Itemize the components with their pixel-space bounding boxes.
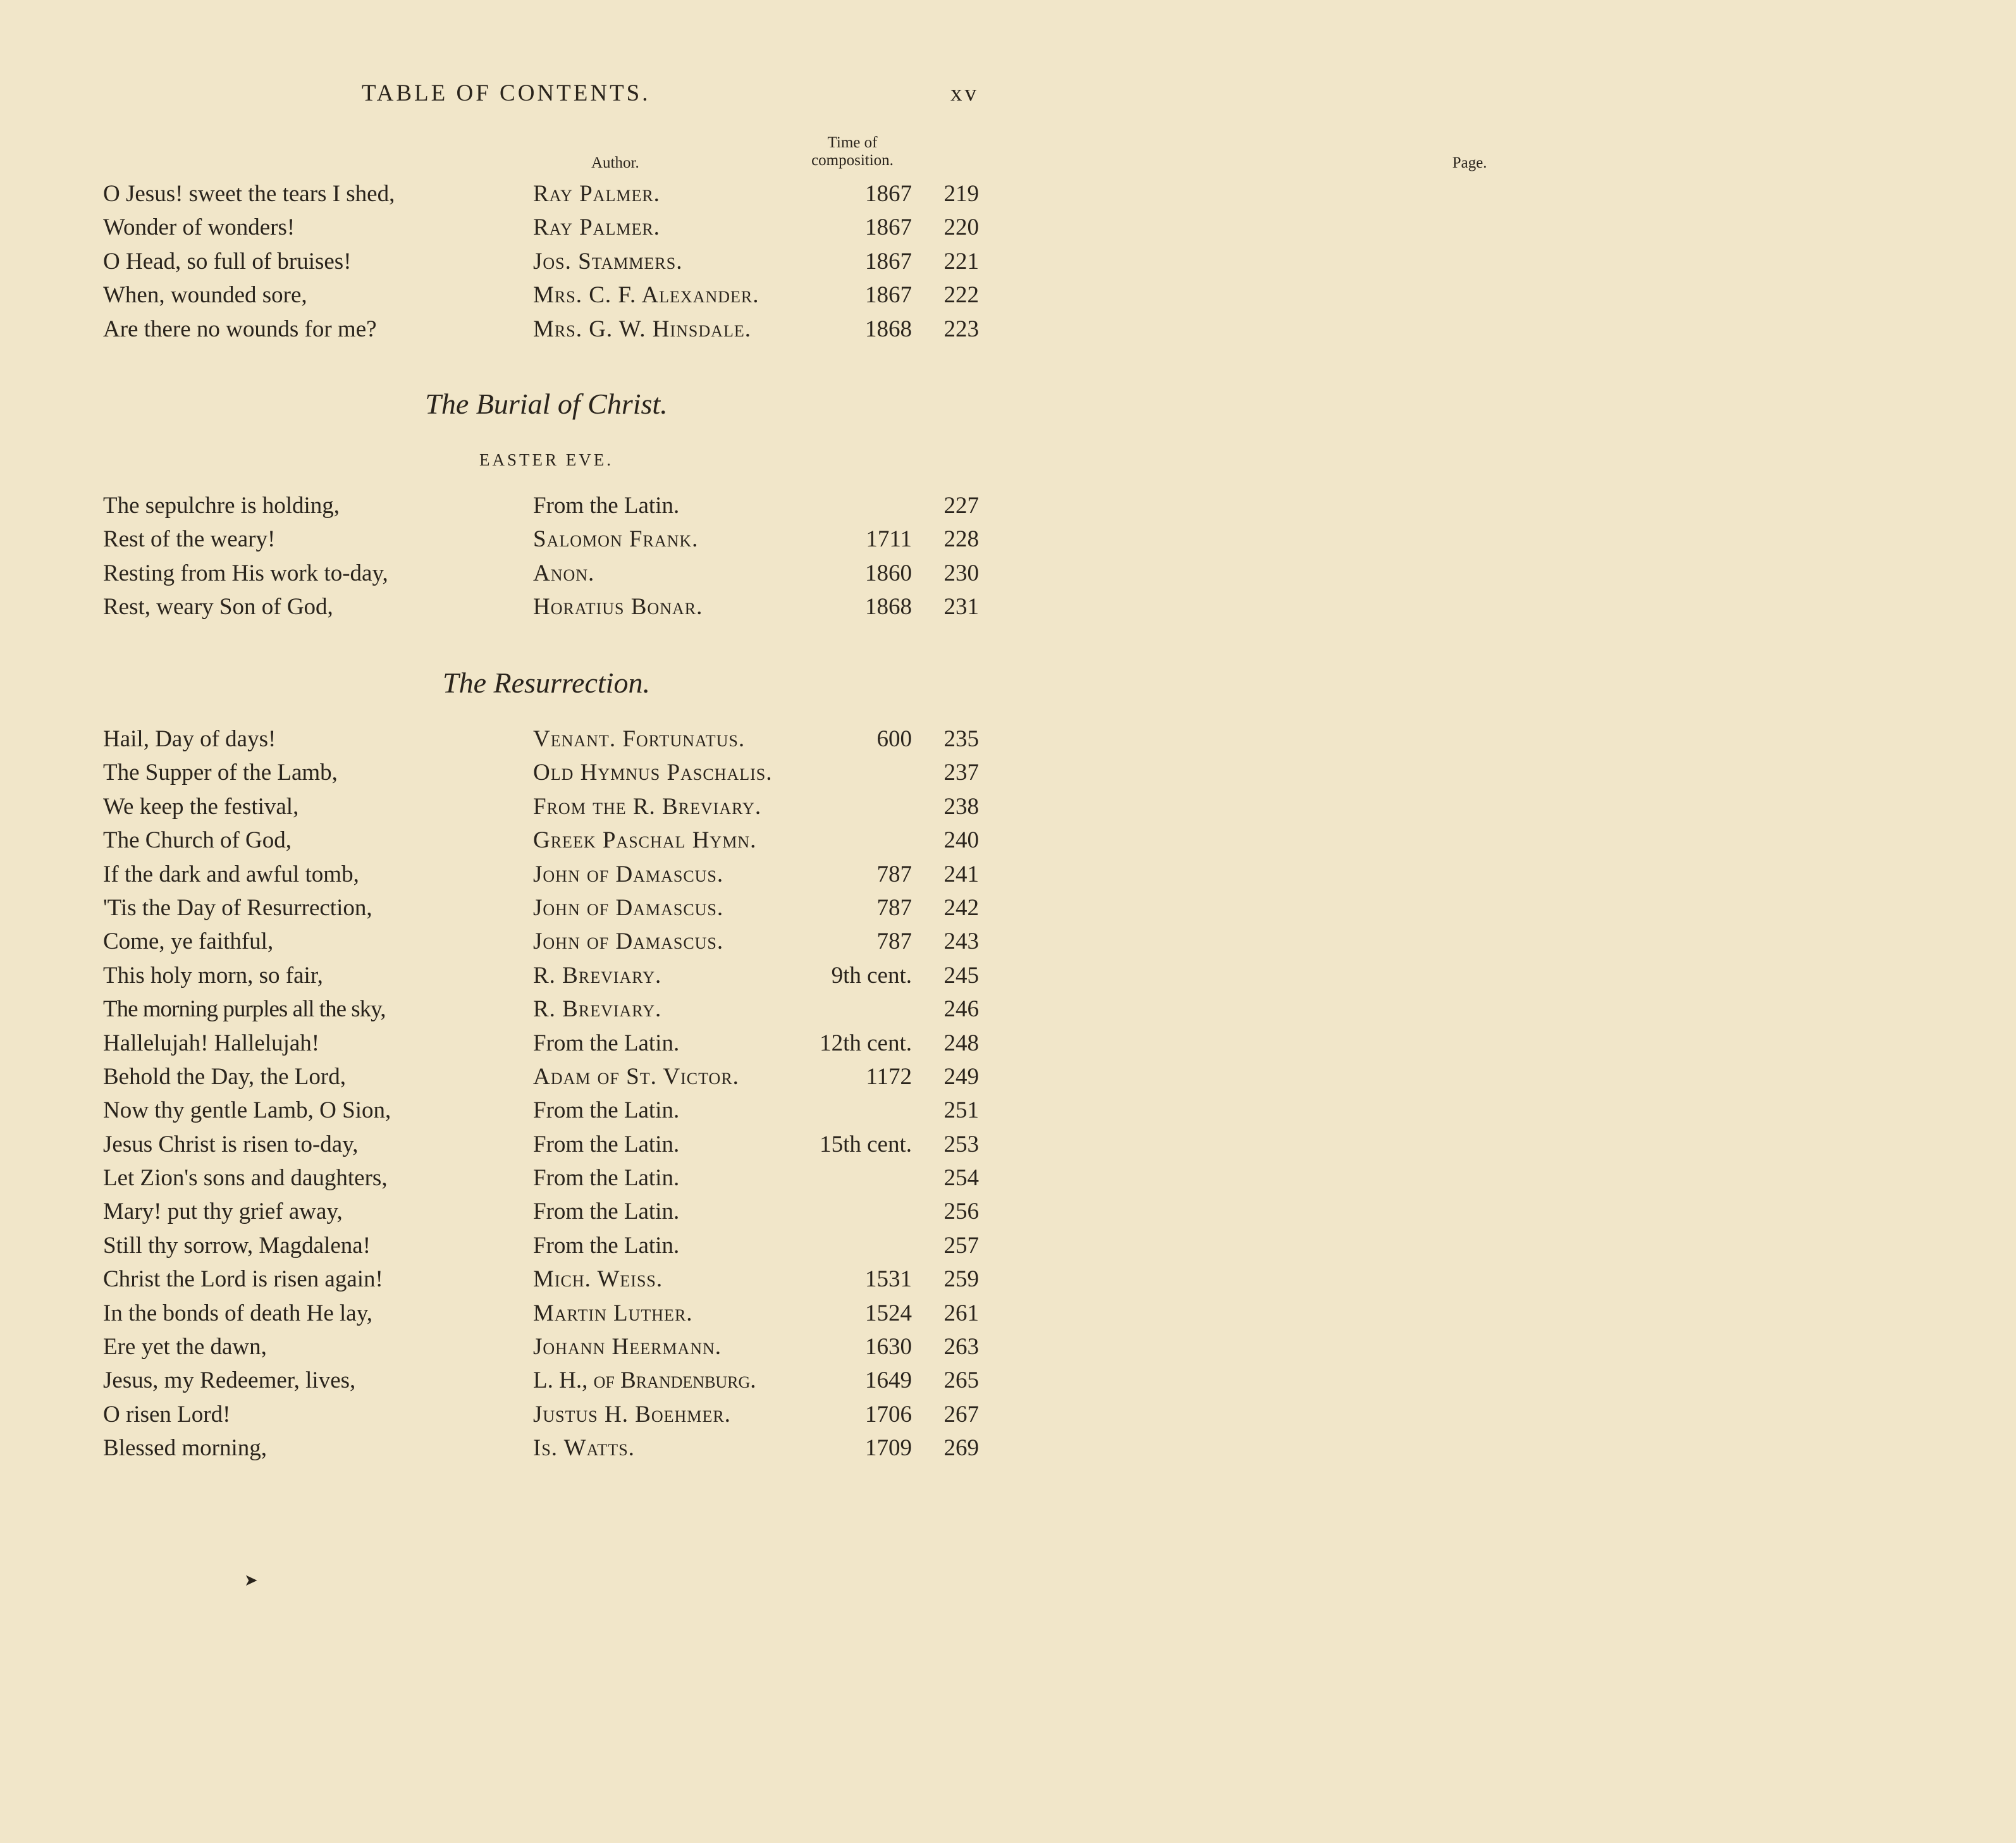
toc-row <box>0 312 1093 346</box>
page-number: 251 <box>943 1097 979 1124</box>
page-number: 223 <box>943 316 979 342</box>
toc-row <box>0 489 1093 522</box>
toc-row <box>0 1128 1093 1161</box>
hymn-title: The sepulchre is holding, <box>103 493 340 519</box>
hymn-title: Now thy gentle Lamb, O Sion, <box>103 1097 391 1124</box>
author-name: R. Breviary. <box>533 962 662 989</box>
composition-year: 787 <box>876 861 912 887</box>
page-number: 269 <box>943 1435 979 1462</box>
hymn-title: Rest, weary Son of God, <box>103 594 333 620</box>
page-number: 220 <box>943 214 979 241</box>
page-number: 253 <box>943 1131 979 1157</box>
toc-row <box>0 211 1093 244</box>
author-name: Martin Luther. <box>533 1300 693 1326</box>
page-number: 242 <box>943 894 979 921</box>
toc-row <box>0 522 1093 556</box>
time-column-header <box>789 134 916 170</box>
toc-row <box>0 1330 1093 1364</box>
time-column-header-line1: Time of <box>827 134 878 151</box>
toc-row <box>0 756 1093 789</box>
toc-row <box>0 245 1093 278</box>
section-subheading-easter-eve: EASTER EVE. <box>479 450 613 469</box>
toc-row <box>0 1297 1093 1330</box>
page-number: 243 <box>943 928 979 955</box>
author-name: Greek Paschal Hymn. <box>533 827 757 854</box>
running-head <box>0 80 1093 111</box>
composition-year: 787 <box>876 928 912 955</box>
hymn-title: We keep the festival, <box>103 793 299 820</box>
hymn-title: Jesus Christ is risen to-day, <box>103 1131 359 1157</box>
page-number: 245 <box>943 962 979 989</box>
toc-row <box>0 823 1093 857</box>
page-number: 248 <box>943 1030 979 1056</box>
page-number: 222 <box>943 282 979 309</box>
toc-row <box>0 925 1093 958</box>
author-name: R. Breviary. <box>533 996 662 1023</box>
hymn-title: Christ the Lord is risen again! <box>103 1266 383 1293</box>
author-name: From the Latin. <box>533 493 680 519</box>
author-name: From the Latin. <box>533 1199 680 1225</box>
toc-row <box>0 1431 1093 1465</box>
author-name: L. H., of Brandenburg. <box>533 1367 756 1394</box>
composition-year: 1524 <box>865 1300 912 1326</box>
hymn-title: Behold the Day, the Lord, <box>103 1063 346 1090</box>
toc-row <box>0 858 1093 891</box>
hymn-title: If the dark and awful tomb, <box>103 861 359 887</box>
author-name: Justus H. Boehmer. <box>533 1401 731 1427</box>
author-name: Mrs. G. W. Hinsdale. <box>533 316 751 342</box>
author-name: Salomon Frank. <box>533 526 699 553</box>
hymn-title: Hallelujah! Hallelujah! <box>103 1030 320 1056</box>
section-passion-rows <box>0 177 1093 346</box>
section-heading-burial: The Burial of Christ. <box>425 388 668 420</box>
composition-year: 1706 <box>865 1401 912 1427</box>
author-name: Adam of St. Victor. <box>533 1063 739 1090</box>
hymn-title: Still thy sorrow, Magdalena! <box>103 1232 371 1259</box>
composition-year: 1649 <box>865 1367 912 1394</box>
toc-row <box>0 1398 1093 1431</box>
author-column-header: Author. <box>591 154 639 171</box>
composition-year: 15th cent. <box>820 1131 912 1157</box>
toc-row <box>0 278 1093 312</box>
time-column-header-line2: composition. <box>811 152 894 169</box>
toc-row <box>0 1364 1093 1397</box>
author-name: Old Hymnus Paschalis. <box>533 760 773 786</box>
toc-row <box>0 1094 1093 1127</box>
toc-row <box>0 1161 1093 1195</box>
author-name: From the Latin. <box>533 1165 680 1192</box>
author-name: Ray Palmer. <box>533 181 660 207</box>
toc-row <box>0 790 1093 823</box>
author-name: Horatius Bonar. <box>533 594 703 620</box>
hymn-title: The morning purples all the sky, <box>103 996 386 1023</box>
hymn-title: Rest of the weary! <box>103 526 276 553</box>
hymn-title: Come, ye faithful, <box>103 928 274 955</box>
toc-row <box>0 959 1093 992</box>
page-column-header: Page. <box>1452 154 1487 171</box>
hymn-title: Are there no wounds for me? <box>103 316 377 342</box>
page-number: 237 <box>943 760 979 786</box>
page-number: 267 <box>943 1401 979 1427</box>
page-number: 256 <box>943 1199 979 1225</box>
page-number: 235 <box>943 726 979 752</box>
page-number: 230 <box>943 560 979 586</box>
composition-year: 1867 <box>865 214 912 241</box>
author-name: Jos. Stammers. <box>533 248 683 274</box>
toc-row <box>0 590 1093 624</box>
page-number: 238 <box>943 793 979 820</box>
hymn-title: O Jesus! sweet the tears I shed, <box>103 181 395 207</box>
page-numeral: xv <box>950 80 979 106</box>
page-number: 241 <box>943 861 979 887</box>
hymn-title: 'Tis the Day of Resurrection, <box>103 894 372 921</box>
composition-year: 1867 <box>865 248 912 274</box>
toc-row <box>0 1262 1093 1296</box>
author-name: Ray Palmer. <box>533 214 660 241</box>
page-number: 261 <box>943 1300 979 1326</box>
page-number: 246 <box>943 996 979 1023</box>
printer-ornament-icon: ➤ <box>244 1571 258 1589</box>
page-number: 228 <box>943 526 979 553</box>
toc-row <box>0 1229 1093 1262</box>
page-number: 257 <box>943 1232 979 1259</box>
page-number: 221 <box>943 248 979 274</box>
composition-year: 1867 <box>865 282 912 309</box>
page-number: 254 <box>943 1165 979 1192</box>
hymn-title: Mary! put thy grief away, <box>103 1199 343 1225</box>
hymn-title: The Church of God, <box>103 827 292 854</box>
composition-year: 1709 <box>865 1435 912 1462</box>
composition-year: 1867 <box>865 181 912 207</box>
toc-row <box>0 891 1093 925</box>
toc-row <box>0 1195 1093 1228</box>
toc-row <box>0 177 1093 211</box>
composition-year: 1172 <box>866 1063 912 1090</box>
author-name: Mich. Weiss. <box>533 1266 663 1293</box>
hymn-title: The Supper of the Lamb, <box>103 760 338 786</box>
author-name: From the Latin. <box>533 1131 680 1157</box>
section-resurrection-rows <box>0 722 1093 1465</box>
page-number: 240 <box>943 827 979 854</box>
hymn-title: O risen Lord! <box>103 1401 231 1427</box>
hymn-title: In the bonds of death He lay, <box>103 1300 373 1326</box>
author-name: John of Damascus. <box>533 894 724 921</box>
page-number: 265 <box>943 1367 979 1394</box>
section-heading-resurrection: The Resurrection. <box>443 667 650 699</box>
hymn-title: This holy morn, so fair, <box>103 962 323 989</box>
section-burial-rows <box>0 489 1093 624</box>
toc-row <box>0 557 1093 590</box>
hymn-title: Wonder of wonders! <box>103 214 295 241</box>
composition-year: 787 <box>876 894 912 921</box>
composition-year: 1868 <box>865 316 912 342</box>
composition-year: 9th cent. <box>831 962 912 989</box>
page-number: 249 <box>943 1063 979 1090</box>
hymn-title: Resting from His work to-day, <box>103 560 388 586</box>
author-name: John of Damascus. <box>533 928 724 955</box>
author-name: Mrs. C. F. Alexander. <box>533 282 759 309</box>
page-number: 219 <box>943 181 979 207</box>
hymn-title: When, wounded sore, <box>103 282 307 309</box>
author-name: Is. Watts. <box>533 1435 635 1462</box>
author-name: From the Latin. <box>533 1232 680 1259</box>
hymn-title: Blessed morning, <box>103 1435 267 1462</box>
toc-row <box>0 1060 1093 1094</box>
toc-row <box>0 1026 1093 1060</box>
composition-year: 1531 <box>865 1266 912 1293</box>
toc-row <box>0 722 1093 756</box>
composition-year: 1860 <box>865 560 912 586</box>
page-number: 259 <box>943 1266 979 1293</box>
composition-year: 1868 <box>865 594 912 620</box>
hymn-title: Jesus, my Redeemer, lives, <box>103 1367 356 1394</box>
page-number: 231 <box>943 594 979 620</box>
composition-year: 12th cent. <box>820 1030 912 1056</box>
composition-year: 600 <box>876 726 912 752</box>
author-name: Venant. Fortunatus. <box>533 726 746 752</box>
author-name: From the Latin. <box>533 1030 680 1056</box>
hymn-title: Ere yet the dawn, <box>103 1334 267 1360</box>
hymn-title: Let Zion's sons and daughters, <box>103 1165 388 1192</box>
author-name: Anon. <box>533 560 595 586</box>
hymn-title: O Head, so full of bruises! <box>103 248 352 274</box>
toc-row <box>0 992 1093 1026</box>
composition-year: 1630 <box>865 1334 912 1360</box>
author-name: Johann Heermann. <box>533 1334 722 1360</box>
page-number: 227 <box>943 493 979 519</box>
page-number: 263 <box>943 1334 979 1360</box>
hymn-title: Hail, Day of days! <box>103 726 276 752</box>
composition-year: 1711 <box>866 526 912 553</box>
author-name: From the R. Breviary. <box>533 793 762 820</box>
author-name: John of Damascus. <box>533 861 724 887</box>
page-title: TABLE OF CONTENTS. <box>362 80 651 106</box>
author-name: From the Latin. <box>533 1097 680 1124</box>
